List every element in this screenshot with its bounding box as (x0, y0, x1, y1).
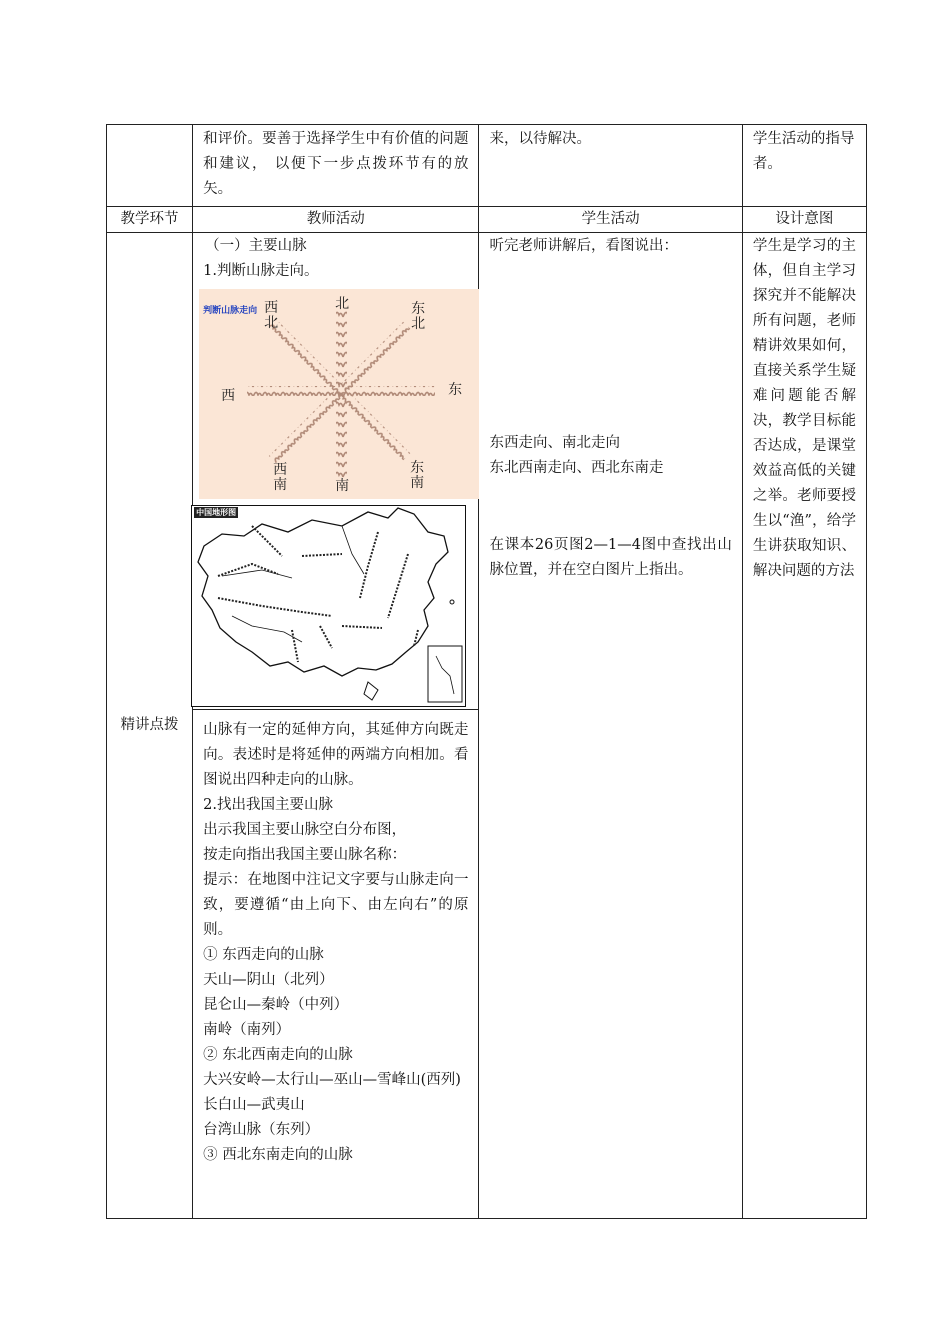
teacher-line-10: ② 东北西南走向的山脉 (203, 1047, 353, 1063)
teacher-heading-1: （一）主要山脉 (205, 238, 307, 254)
design-intent-text: 学生是学习的主体，但自主学习探究并不能解决所有问题，老师精讲效果如何，直接关系学生疑难问题能否解决，教学目标能否达成，是课堂效益高低的关键之举。老师要授生以“渔”，给学生讲获取知识、解决问题的方法 (752, 238, 856, 579)
student-answer-2: 东北西南走向、西北东南走 (489, 460, 664, 476)
ridge-lines (247, 309, 435, 479)
teacher-continued-cell (193, 125, 479, 207)
main-row (107, 233, 867, 1219)
direction-star-graphic (199, 289, 479, 499)
teacher-line-12: 长白山—武夷山 (203, 1097, 305, 1113)
student-continued-cell (479, 125, 742, 207)
continued-row (107, 125, 867, 207)
teacher-line-5: 提示：在地图中注记文字要与山脉走向一致，要遵循“由上向下、由左向右”的原则。 (203, 872, 469, 938)
intent-continued-text: 学生活动的指导者。 (752, 131, 855, 172)
header-teacher: 教师活动 (193, 207, 479, 233)
teacher-activity-cell (193, 233, 479, 1219)
teacher-line-11: 大兴安岭—太行山—巫山—雪峰山(西列) (203, 1072, 461, 1088)
design-intent-cell (742, 233, 866, 1219)
teacher-line-3: 出示我国主要山脉空白分布图， (203, 822, 407, 838)
teacher-line-8: 昆仑山—秦岭（中列） (203, 997, 349, 1013)
stage-cell-empty (107, 125, 193, 207)
dir-southeast: 东南 (410, 460, 425, 491)
header-intent: 设计意图 (742, 207, 866, 233)
teacher-line-9: 南岭（南列） (203, 1022, 291, 1038)
teacher-line-4: 按走向指出我国主要山脉名称： (203, 847, 407, 863)
teacher-line-1: 山脉有一定的延伸方向，其延伸方向既走向。表述时是将延伸的两端方向相加。看图说出四种走向的山脉。 (203, 722, 469, 788)
china-outline-graphic (192, 506, 465, 706)
dir-east: 东 (448, 382, 463, 398)
dir-south: 南 (335, 478, 350, 494)
teacher-line-6: ① 东西走向的山脉 (203, 947, 324, 963)
student-intro: 听完老师讲解后，看图说出： (489, 238, 678, 254)
dir-northwest: 西北 (264, 300, 279, 331)
dir-northeast: 东北 (411, 301, 426, 332)
diagram-title: 判断山脉走向 (203, 306, 258, 316)
map-title: 中国地形图 (196, 508, 237, 517)
student-answer-1: 东西走向、南北走向 (489, 435, 620, 451)
student-continued-text: 来，以待解决。 (489, 131, 591, 147)
lesson-plan-table (106, 124, 867, 1219)
student-task: 在课本26页图2—1—4图中查找出山脉位置，并在空白图片上指出。 (489, 537, 732, 578)
teacher-line-2: 2.找出我国主要山脉 (203, 797, 333, 813)
header-stage: 教学环节 (107, 207, 193, 233)
dir-north: 北 (335, 296, 350, 312)
teacher-line-13: 台湾山脉（东列） (203, 1122, 320, 1138)
dir-southwest: 西南 (273, 462, 288, 493)
intent-continued-cell (742, 125, 866, 207)
mountain-direction-diagram (199, 289, 479, 499)
header-row (107, 207, 867, 233)
student-activity-cell (479, 233, 742, 1219)
teacher-line-14: ③ 西北东南走向的山脉 (203, 1147, 353, 1163)
teacher-continued-text: 和评价。要善于选择学生中有价值的问题和建议， 以便下一步点拨环节有的放矢。 (203, 131, 469, 197)
teacher-heading-2: 1.判断山脉走向。 (203, 263, 319, 279)
section-name: 精讲点拨 (107, 233, 193, 1219)
teacher-line-7: 天山—阴山（北列） (203, 972, 334, 988)
china-blank-mountain-map (191, 505, 466, 707)
dir-west: 西 (221, 388, 236, 404)
header-student: 学生活动 (479, 207, 742, 233)
